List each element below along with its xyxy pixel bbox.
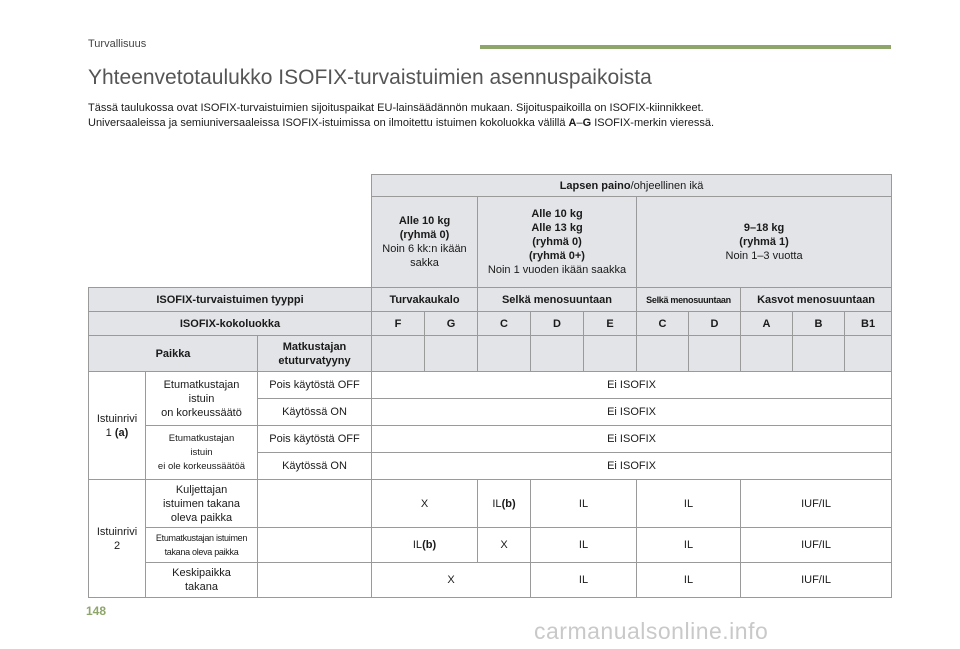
cell-il-b: IL(b): [478, 480, 531, 528]
seat-adjustable: Etumatkustajan istuin on korkeussäätö: [146, 372, 258, 426]
cell-x: X: [372, 563, 531, 598]
cell-il: IL: [637, 528, 741, 563]
section-label: Turvallisuus: [88, 38, 147, 50]
airbag-off: Pois käytöstä OFF: [258, 372, 372, 399]
row-1-label: Istuinrivi 1 (a): [89, 372, 146, 480]
cell-il: IL: [637, 563, 741, 598]
driver-rear-seat: Kuljettajan istuimen takana oleva paikka: [146, 480, 258, 528]
type-rear-facing-2: Selkä menosuuntaan: [637, 288, 741, 312]
airbag-na: [258, 480, 372, 528]
seat-fixed: Etumatkustajan istuin ei ole korkeussäätöä: [146, 426, 258, 480]
page-title: Yhteenvetotaulukko ISOFIX-turvaistuimien asennuspaikoista: [88, 66, 652, 89]
row-2-label: Istuinrivi 2: [89, 480, 146, 598]
blank-corner-2: [89, 197, 372, 288]
size-class: F: [372, 312, 425, 336]
cell-il: IL: [531, 480, 637, 528]
size-class: A: [741, 312, 793, 336]
intro-text: [88, 101, 714, 131]
cell-x: X: [478, 528, 531, 563]
place-header-row: [89, 336, 892, 372]
intro-line-2-end: ISOFIX-merkin vieressä.: [591, 117, 715, 129]
center-rear-seat: Keskipaikka takana: [146, 563, 258, 598]
cell-il: IL: [637, 480, 741, 528]
size-class-g: G: [582, 117, 592, 129]
passenger-airbag-label: Matkustajan etuturvatyyny: [258, 336, 372, 372]
size-class: C: [637, 312, 689, 336]
cell-iuf-il: IUF/IL: [741, 480, 892, 528]
type-forward-facing: Kasvot menosuuntaan: [741, 288, 892, 312]
no-isofix: Ei ISOFIX: [372, 453, 892, 480]
table-row: [89, 426, 892, 453]
type-label: ISOFIX-turvaistuimen tyyppi: [89, 288, 372, 312]
weight-groups-row: [89, 197, 892, 288]
type-carrycot: Turvakaukalo: [372, 288, 478, 312]
watermark: carmanualsonline.info: [534, 618, 769, 644]
type-rear-facing: Selkä menosuuntaan: [478, 288, 637, 312]
airbag-on: Käytössä ON: [258, 399, 372, 426]
group-1: 9–18 kg (ryhmä 1) Noin 1–3 vuotta: [637, 197, 892, 288]
size-label: ISOFIX-kokoluokka: [89, 312, 372, 336]
size-class-a: A: [568, 117, 577, 129]
airbag-na: [258, 563, 372, 598]
cell-il: IL: [531, 563, 637, 598]
table-row: [89, 563, 892, 598]
size-row: [89, 312, 892, 336]
cell-il: IL: [531, 528, 637, 563]
page-number: 148: [86, 604, 107, 618]
intro-line-1: Tässä taulukossa ovat ISOFIX-turvaistuimien sijoituspaikat EU-lainsäädännön mukaan. Sijoituspaikoilla on ISOFIX-kiinnikkeet.: [88, 102, 704, 114]
intro-line-2: [88, 116, 714, 131]
size-class: D: [531, 312, 584, 336]
cell-il-b: IL(b): [372, 528, 478, 563]
no-isofix: Ei ISOFIX: [372, 399, 892, 426]
header-rule: [480, 45, 891, 49]
size-class: G: [425, 312, 478, 336]
type-row: [89, 288, 892, 312]
table-row: [89, 480, 892, 528]
blank-corner: [89, 175, 372, 197]
size-class: B1: [845, 312, 892, 336]
intro-line-2-start: Universaaleissa ja semiuniversaaleissa ISOFIX-istuimissa on ilmoitettu istuimen kokoluokka välillä: [88, 117, 569, 129]
size-class: D: [689, 312, 741, 336]
no-isofix: Ei ISOFIX: [372, 372, 892, 399]
weight-header-row: [89, 175, 892, 197]
cell-iuf-il: IUF/IL: [741, 528, 892, 563]
cell-x: X: [372, 480, 478, 528]
size-class-dash: –: [576, 117, 583, 129]
airbag-off: Pois käytöstä OFF: [258, 426, 372, 453]
passenger-rear-seat: Etumatkustajan istuimen takana oleva paikka: [146, 528, 258, 563]
cell-iuf-il: IUF/IL: [741, 563, 892, 598]
place-label: Paikka: [89, 336, 258, 372]
table-row: [89, 528, 892, 563]
no-isofix: Ei ISOFIX: [372, 426, 892, 453]
airbag-on: Käytössä ON: [258, 453, 372, 480]
weight-header: Lapsen paino/ohjeellinen ikä: [372, 175, 892, 197]
size-class: C: [478, 312, 531, 336]
table-row: [89, 372, 892, 399]
size-class: B: [793, 312, 845, 336]
size-class: E: [584, 312, 637, 336]
airbag-na: [258, 528, 372, 563]
isofix-table: [88, 174, 892, 598]
group-0-plus: Alle 10 kg Alle 13 kg (ryhmä 0) (ryhmä 0+) Noin 1 vuoden ikään saakka: [478, 197, 637, 288]
group-0: Alle 10 kg (ryhmä 0) Noin 6 kk:n ikään sakka: [372, 197, 478, 288]
